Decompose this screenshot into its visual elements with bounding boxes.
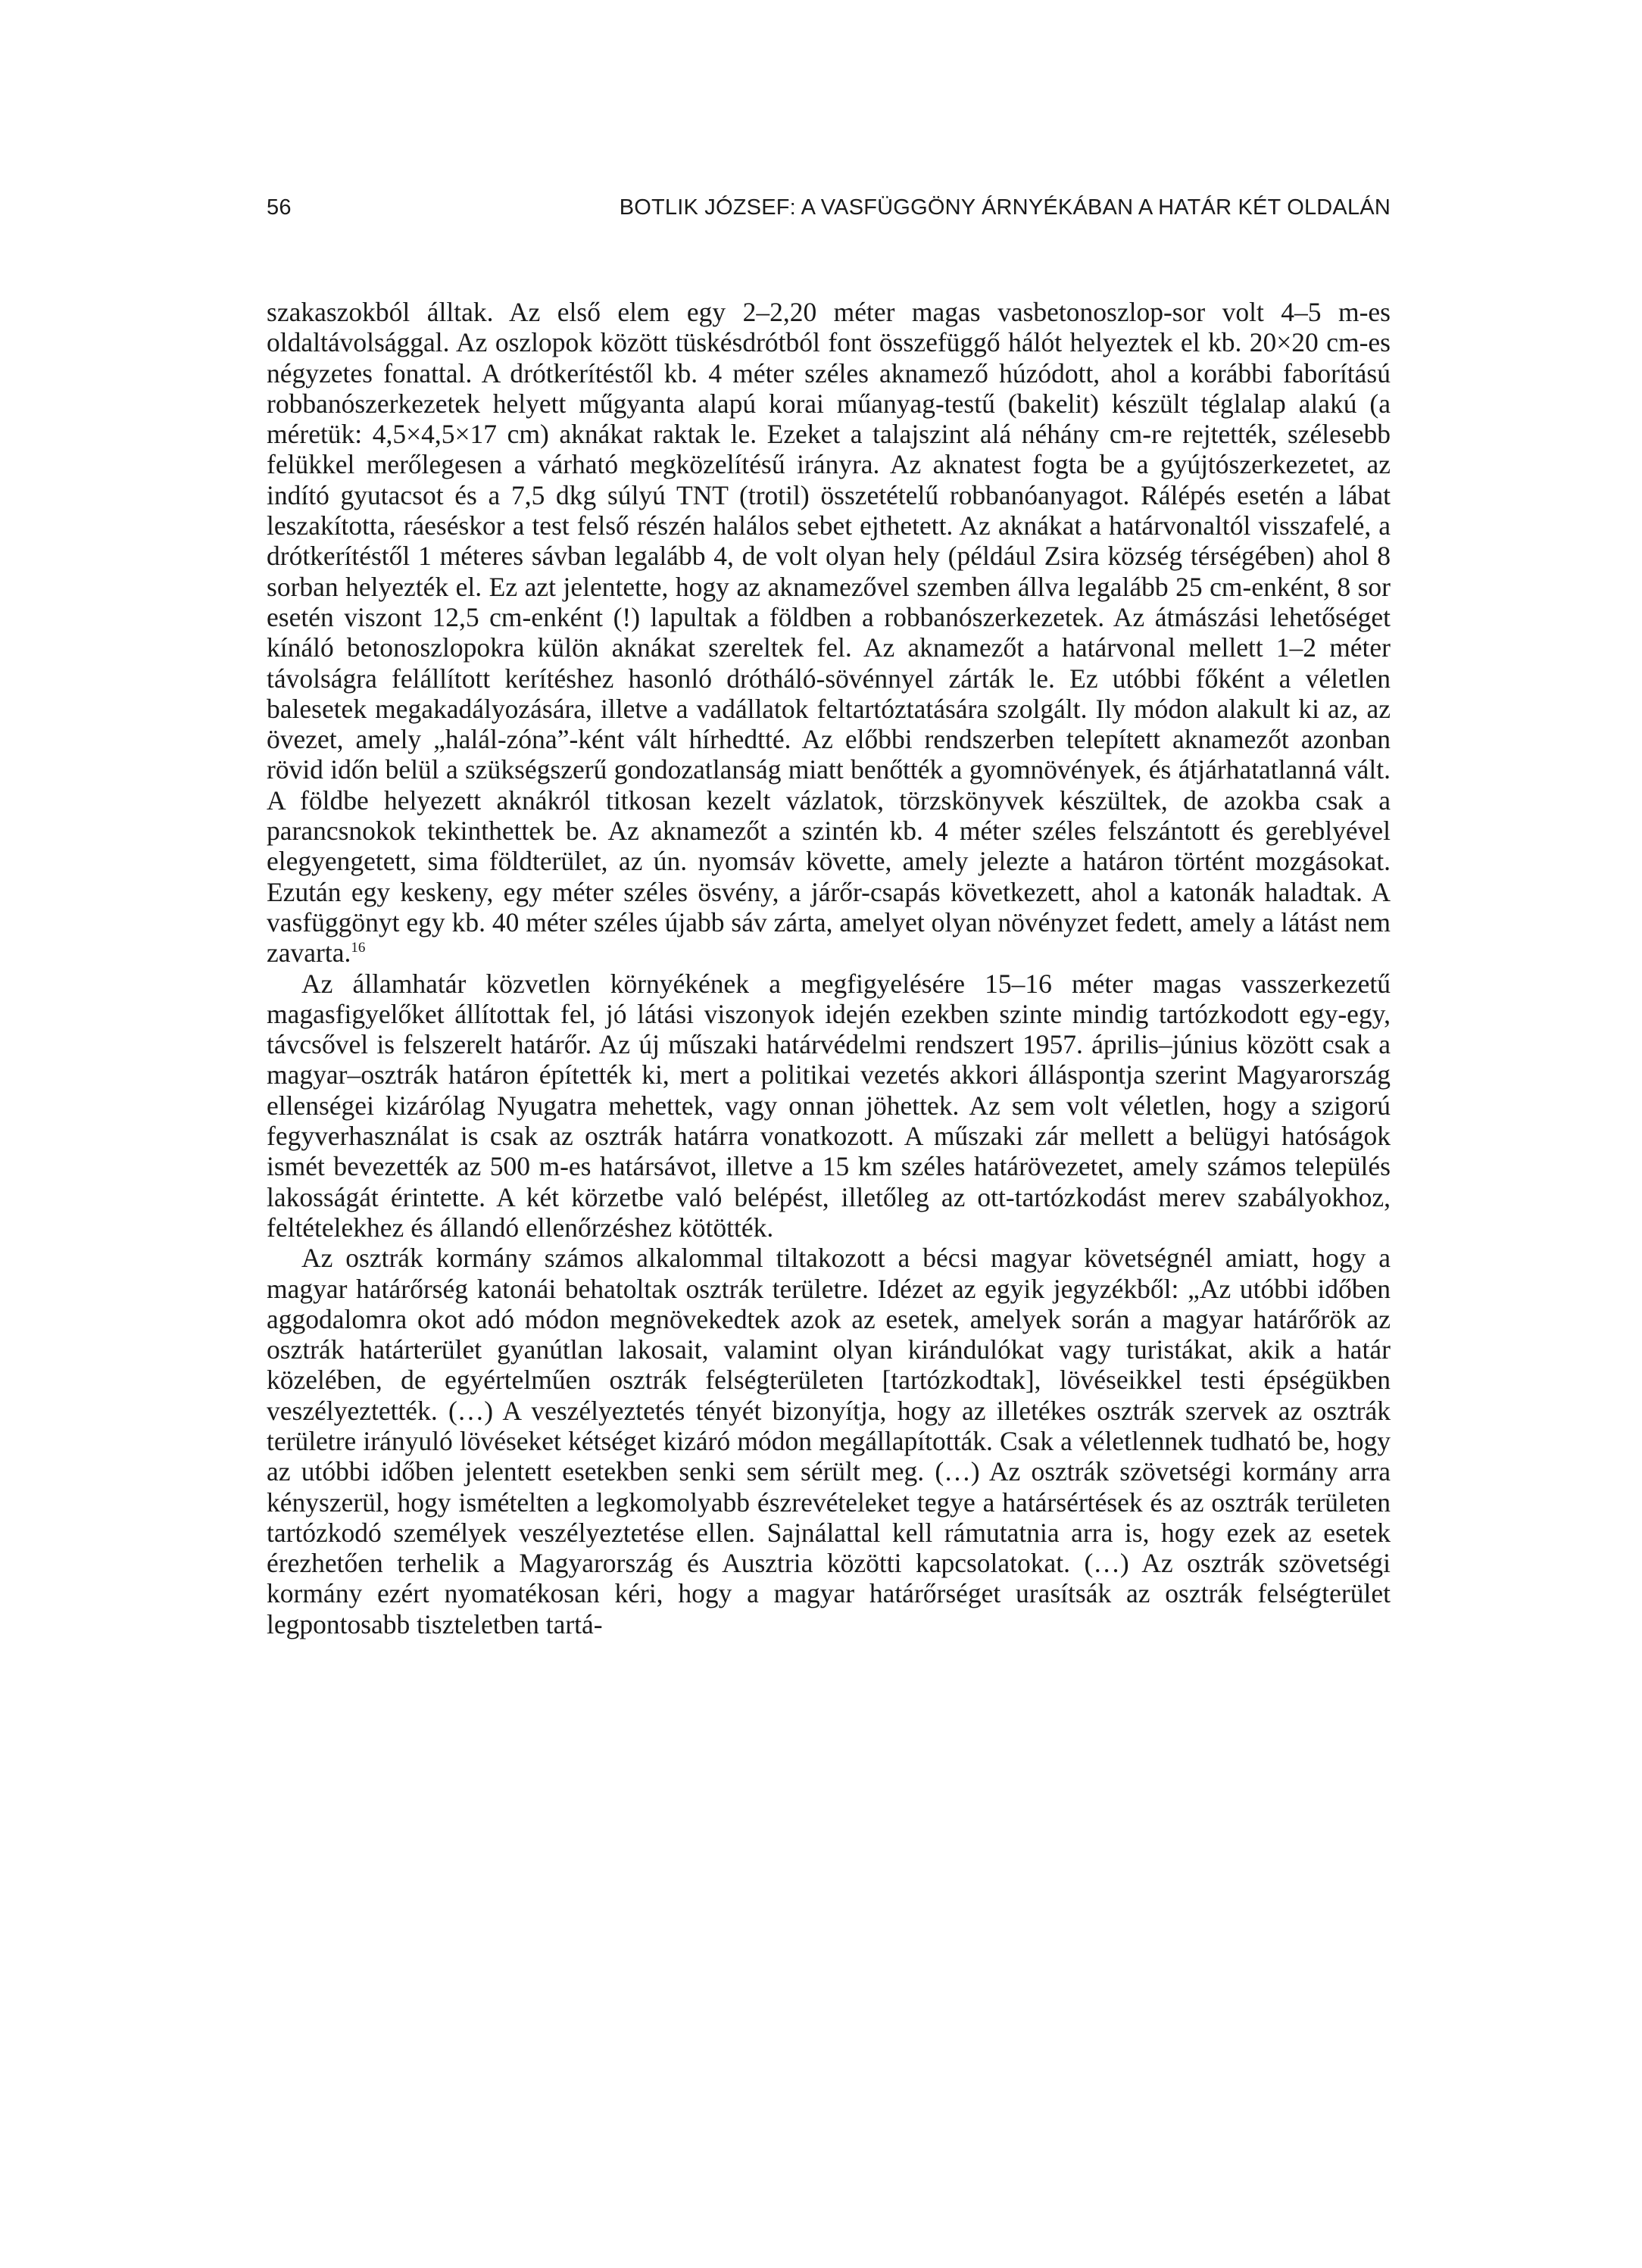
footnote-reference: 16 xyxy=(351,940,366,956)
page-number: 56 xyxy=(267,195,292,220)
paragraph-1-text: szakaszokból álltak. Az első elem egy 2–2,20 méter magas vasbetonoszlop-sor volt 4–5 m-es oldaltávolsággal. Az oszlopok között tüskésdrótból font összefüggő hálót helyeztek el kb. 20×20 cm-es négyzetes fonattal. A drótkerítéstől kb. 4 méter széles aknamező húzódott, ahol a korábbi faborítású robbanószerkezetek helyett műgyanta alapú korai műanyag-testű (bakelit) készült téglalap alakú (a méretük: 4,5×4,5×17 cm) aknákat raktak le. Ezeket a talajszint alá néhány cm-re rejtették, szélesebb felükkel merőlegesen a várható megközelítésű irányra. Az aknatest fogta be a gyújtószerkezetet, az indító gyutacsot és a 7,5 dkg súlyú TNT (trotil) összetételű robbanóanyagot. Rálépés esetén a lábat leszakította, ráeséskor a test felső részén halálos sebet ejthetett. Az aknákat a határvonaltól visszafelé, a drótkerítéstől 1 méteres sávban legalább 4, de volt olyan hely (például Zsira község térségében) ahol 8 sorban helyezték el. Ez azt jelentette, hogy az aknamezővel szemben állva legalább 25 cm-enként, 8 sor esetén viszont 12,5 cm-enként (!) lapultak a földben a robbanószerkezetek. Az átmászási lehetőséget kínáló betonoszlopokra külön aknákat szereltek fel. Az aknamezőt a határvonal mellett 1–2 méter távolságra felállított kerítéshez hasonló drótháló-sövénnyel zárták le. Ez utóbbi főként a véletlen balesetek megakadályozására, illetve a vadállatok feltartóztatására szolgált. Ily módon alakult ki az, az övezet, amely „halál-zóna”-ként vált hírhedtté. Az előbbi rendszerben telepített aknamezőt azonban rövid időn belül a szükségszerű gondozatlanság miatt benőtték a gyomnövények, és átjárhatatlanná vált. A földbe helyezett aknákról titkosan kezelt vázlatok, törzskönyvek készültek, de azokba csak a parancsnokok tekinthettek be. Az aknamezőt a szintén kb. 4 méter széles felszántott és gereblyével elegyengetett, sima földterület, az ún. nyomsáv követte, amely jelezte a határon történt mozgásokat. Ezután egy keskeny, egy méter széles ösvény, a járőr-csapás következett, ahol a katonák haladtak. A vasfüggönyt egy kb. 40 méter széles újabb sáv zárta, amelyet olyan növényzet fedett, amely a látást nem zavarta. xyxy=(267,297,1391,969)
paragraph-2: Az államhatár közvetlen környékének a megfigyelésére 15–16 méter magas vasszerkezetű magasfigyelőket állítottak fel, jó látási viszonyok idején ezekben szinte mindig tartózkodott egy-egy, távcsővel is felszerelt határőr. Az új műszaki határvédelmi rendszert 1957. április–június között csak a magyar–osztrák határon építették ki, mert a politikai vezetés akkori álláspontja szerint Magyarország ellenségei kizárólag Nyugatra mehettek, vagy onnan jöhettek. Az sem volt véletlen, hogy a szigorú fegyverhasználat is csak az osztrák határra vonatkozott. A műszaki zár mellett a belügyi hatóságok ismét bevezették az 500 m-es határsávot, illetve a 15 km széles határövezetet, amely számos település lakosságát érintette. A két körzetbe való belépést, illetőleg az ott-tartózkodást merev szabályokhoz, feltételekhez és állandó ellenőrzéshez kötötték. xyxy=(267,968,1391,1243)
running-title: BOTLIK JÓZSEF: A VASFÜGGÖNY ÁRNYÉKÁBAN A HATÁR KÉT OLDALÁN xyxy=(619,195,1391,220)
body-text xyxy=(267,297,1391,1639)
running-header xyxy=(267,195,1391,229)
paragraph-3: Az osztrák kormány számos alkalommal tiltakozott a bécsi magyar követségnél amiatt, hogy a magyar határőrség katonái behatoltak osztrák területre. Idézet az egyik jegyzékből: „Az utóbbi időben aggodalomra okot adó módon megnövekedtek azok az esetek, amelyek során a magyar határőrök az osztrák határterület gyanútlan lakosait, valamint olyan kirándulókat vagy turistákat, akik a határ közelében, de egyértelműen osztrák felségterületen [tartózkodtak], lövéseikkel testi épségükben veszélyeztették. (…) A veszélyeztetés tényét bizonyítja, hogy az illetékes osztrák szervek az osztrák területre irányuló lövéseket kétséget kizáró módon megállapították. Csak a véletlennek tudható be, hogy az utóbbi időben jelentett esetekben senki sem sérült meg. (…) Az osztrák szövetségi kormány arra kényszerül, hogy ismételten a legkomolyabb észrevételeket tegye a határsértések és az osztrák területen tartózkodó személyek veszélyeztetése ellen. Sajnálattal kell rámutatnia arra is, hogy ezek az esetek érezhetően terhelik a Magyarország és Ausztria közötti kapcsolatokat. (…) Az osztrák szövetségi kormány ezért nyomatékosan kéri, hogy a magyar határőrséget urasítsák az osztrák felségterület legpontosabb tiszteletben tartá- xyxy=(267,1243,1391,1639)
paragraph-1 xyxy=(267,297,1391,969)
